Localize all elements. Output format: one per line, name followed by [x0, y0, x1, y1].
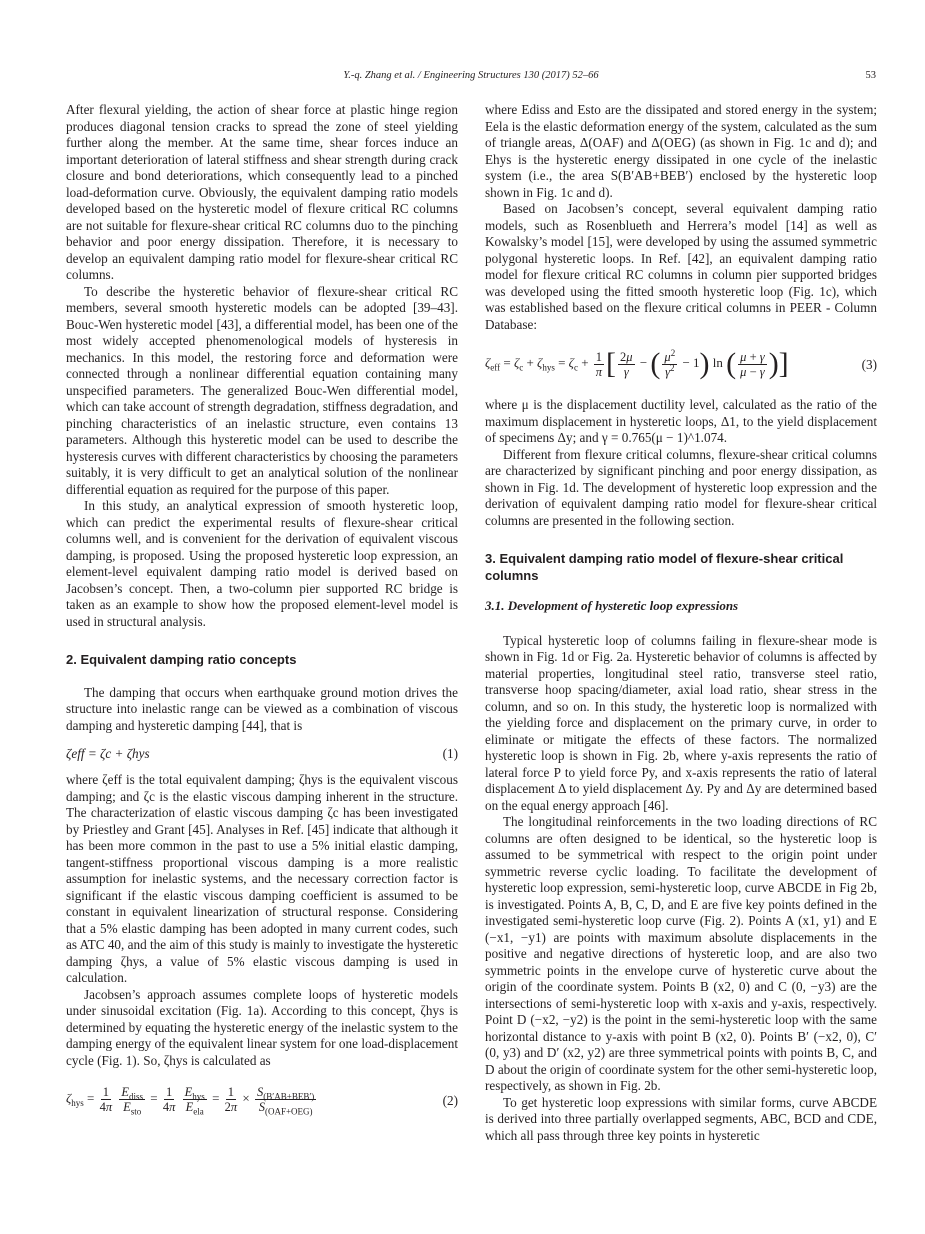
paragraph: Typical hysteretic loop of columns failing in flexure-shear mode is shown in Fig. 1d or Fig. 2a. Hysteretic behavior of columns is affected by material properties, longitudinal steel ratio, transverse steel ratio, transverse hoop spacing/diameter, axial load ratio, shear stress in the column, and so on. In this study, the hysteretic loop is normalized with the yielding force and displacement on the primary curve, in order to eliminate or mitigate the effects of these factors. The normalized hysteretic loop is shown in Fig. 2b, where y-axis represents the ratio of lateral force P to yield force Py, and x-axis represents the ratio of lateral displacement Δ to yield displacement Δy. Py and Δy are determined based on the equal energy approach [46]. — [485, 632, 877, 813]
equation-number: (1) — [442, 746, 458, 761]
paragraph: The damping that occurs when earthquake ground motion drives the structure into inelastic range can be viewed as a combination of viscous damping and hysteretic damping [44], that is — [66, 684, 458, 733]
paragraph: where μ is the displacement ductility level, calculated as the ratio of the maximum displacement in hysteretic loops, Δ1, to the yield displacement of specimens Δy; and γ = 0.765(μ − 1)^1.074. — [485, 397, 877, 445]
paragraph: To describe the hysteretic behavior of flexure-shear critical RC members, several smooth hysteretic models can be adopted [39–43]. Bouc-Wen hysteretic model [43], a differential model, has been one of the most widely accepted phenomenological models of hysteresis in mechanics. In this model, the restoring force and deformation were connected through a nonlinear differential equation containing many unspecified parameters. The generalized Bouc-Wen differential model, which can take account of strength degradation, stiffness degradation, and pinching characteristics of an inelastic structure, even contains 13 parameters. Although this hysteretic model can be used to describe the hysteresis curves with different characteristics by choosing the parameters suitably, it is very difficult to get an analytical solution of the nonlinear differential equation as required for the purpose of this paper. — [66, 283, 458, 497]
equation-2 — [66, 1079, 458, 1127]
paragraph: where Ediss and Esto are the dissipated and stored energy in the system; Eela is the elastic deformation energy of the system, calculated as the sum of triangle areas, Δ(OAF) and Δ(OEG) (as shown in Fig. 1c and d); and Ehys is the hysteretic energy dissipated in one cycle of the inelastic system (i.e., the area S(B′AB+BEB′) enclosed by the hysteretic loop shown in Fig. 1c and d). — [485, 102, 877, 200]
equation-number: (2) — [442, 1093, 458, 1108]
paragraph: Different from flexure critical columns, flexure-shear critical columns are characterized by significant pinching and poor energy dissipation, as shown in Fig. 1d. The development of hysteretic loop expression and the derivation of equivalent damping ratio model for flexure-shear critical columns are presented in the following section. — [485, 446, 877, 528]
equation-1 — [66, 744, 458, 766]
running-header — [66, 70, 876, 88]
paragraph: To get hysteretic loop expressions with similar forms, curve ABCDE is derived into three partially overlapped segments, ABC, BCD and CDE, which all pass through three key points in hysteretic — [485, 1094, 877, 1143]
equation-body: ζeff = ζc + ζhys — [66, 746, 150, 761]
equation-number: (3) — [861, 357, 877, 372]
subsection-heading: 3.1. Development of hysteretic loop expressions — [485, 598, 739, 613]
equation-body: $\zeta_{hys}$ = $\frac{1}{4\pi}$ $\frac{E_{diss}}{E_{sto}}$ = $\frac{1}{4\pi}$ $\frac{E_{hys}}{E_{ela}}$ = $\frac{1}{2\pi}$ × $\frac{S_{(B'AB+BEB')}}{S_{(OAF+OEG)}}$ — [66, 1085, 315, 1117]
paragraph: The longitudinal reinforcements in the two loading directions of RC columns are often designed to be identical, so the hysteretic loop is assumed to be symmetrical with respect to the origin point under symmetric reverse cyclic loading. To facilitate the development of hysteretic loop expression, semi-hysteretic loop, curve ABCDE in Fig 2b, is investigated. Points A, B, C, D, and E are five key points defined in the investigated semi-hysteretic loop curve (Fig. 2). Points A (x1, y1) and E (−x1, −y1) are points with maximum absolute displacements in the positive and negative directions of hysteretic loop, and are also two symmetric points in the envelope curve of hysteretic curve about the origin of the coordinate system. Points B (x2, 0) and C (0, −y3) are the intersections of semi-hysteretic loop with x-axis and y-axis, respectively. Point D (−x2, −y2) is the point in the semi-hysteretic loop with the same horizontal distance to y-axis with point B (x2, 0). Points B′ (−x2, 0), C′ (0, y3) and D′ (x2, y2) are three symmetrical points with points B, C, and D about the origin of coordinate system for the other semi-hysteretic loop, respectively, as shown in Fig. 2b. — [485, 814, 877, 1093]
left-column — [66, 102, 458, 1133]
running-title: Y.-q. Zhang et al. / Engineering Structures 130 (2017) 52–66 — [343, 70, 599, 81]
paragraph: In this study, an analytical expression of smooth hysteretic loop, which can predict the experimental results of flexure-shear critical columns well, and is convenient for the derivation of equivalent viscous damping, is proposed. Using the proposed hysteretic loop expression, an element-level equivalent damping ratio model is derived based on Jacobsen’s concept. Then, a two-column pier supported RC bridge is taken as an example to show how the proposed element-level model is used in structural analysis. — [66, 498, 458, 629]
section-heading: 2. Equivalent damping ratio concepts — [66, 652, 297, 667]
paragraph: Based on Jacobsen’s concept, several equivalent damping ratio models, such as Rosenblueth and Herrera’s model [14] as well as Kowalsky’s model [15], were developed by using the assumed symmetric polygonal hysteretic loops. In Ref. [42], an equivalent damping ratio model for flexure critical RC columns in column pier supported bridges was developed using the fitted smooth hysteretic loop (Fig. 1c), which was established based on the flexure critical columns in PEER - Column Database: — [485, 201, 877, 332]
section-heading: 3. Equivalent damping ratio model of flexure-shear critical columns — [485, 551, 844, 583]
equation-body: $\zeta_{eff} = \zeta_c + \zeta_{hys} = \zeta_c$ + $\frac{1}{\pi}$ [ $\frac{2\mu}{\gamma}$ − ( $\frac{\mu^2}{\gamma^2}$ − 1) ln ( $\frac{\mu + \gamma}{\mu - \gamma}$ )] — [485, 347, 789, 380]
page-number: 53 — [865, 70, 876, 81]
paragraph: Jacobsen’s approach assumes complete loops of hysteretic models under sinusoidal excitation (Fig. 1a). According to this concept, ζhys is determined by equating the hysteretic energy of the inelastic system to the damping energy of the equivalent linear system for one load-displacement cycle (Fig. 1). So, ζhys is calculated as — [66, 986, 458, 1068]
paragraph: After flexural yielding, the action of shear force at plastic hinge region produces diagonal tension cracks to spread the zone of steel yielding further along the member. At the same time, shear forces induce an important deterioration of lateral stiffness and shear strength during crack closure and bond deteriorations, which consequently lead to a pinched load-deformation curve. Obviously, the equivalent damping ratio models developed based on the hysteretic model of flexure critical RC columns are not suitable for flexure-shear critical RC columns duo to the pinching behavior and poor energy dissipation. Therefore, it is necessary to develop an equivalent damping ratio model for flexure-shear critical RC columns. — [66, 102, 458, 282]
paragraph: where ζeff is the total equivalent damping; ζhys is the equivalent viscous damping; and ζc is the elastic viscous damping inherent in the structure. The characterization of elastic viscous damping ζc has been investigated by Priestley and Grant [45]. Analyses in Ref. [45] indicate that although it has been more common in the past to use a 5% initial elastic damping, tangent-stiffness proportional viscous damping is a more realistic assumption for inelastic systems, and the necessary correction factor is significant if the elastic viscous damping coefficient is assumed to be constant in equivalent linearization of structural response. Considering that a 5% elastic damping has been adopted in many current codes, such as ATC 40, and the aim of this study is mainly to investigate the hysteretic damping ζhys, a value of 5% elastic viscous damping is used in calculation. — [66, 772, 458, 985]
right-column — [485, 102, 877, 1144]
equation-3 — [485, 343, 877, 391]
